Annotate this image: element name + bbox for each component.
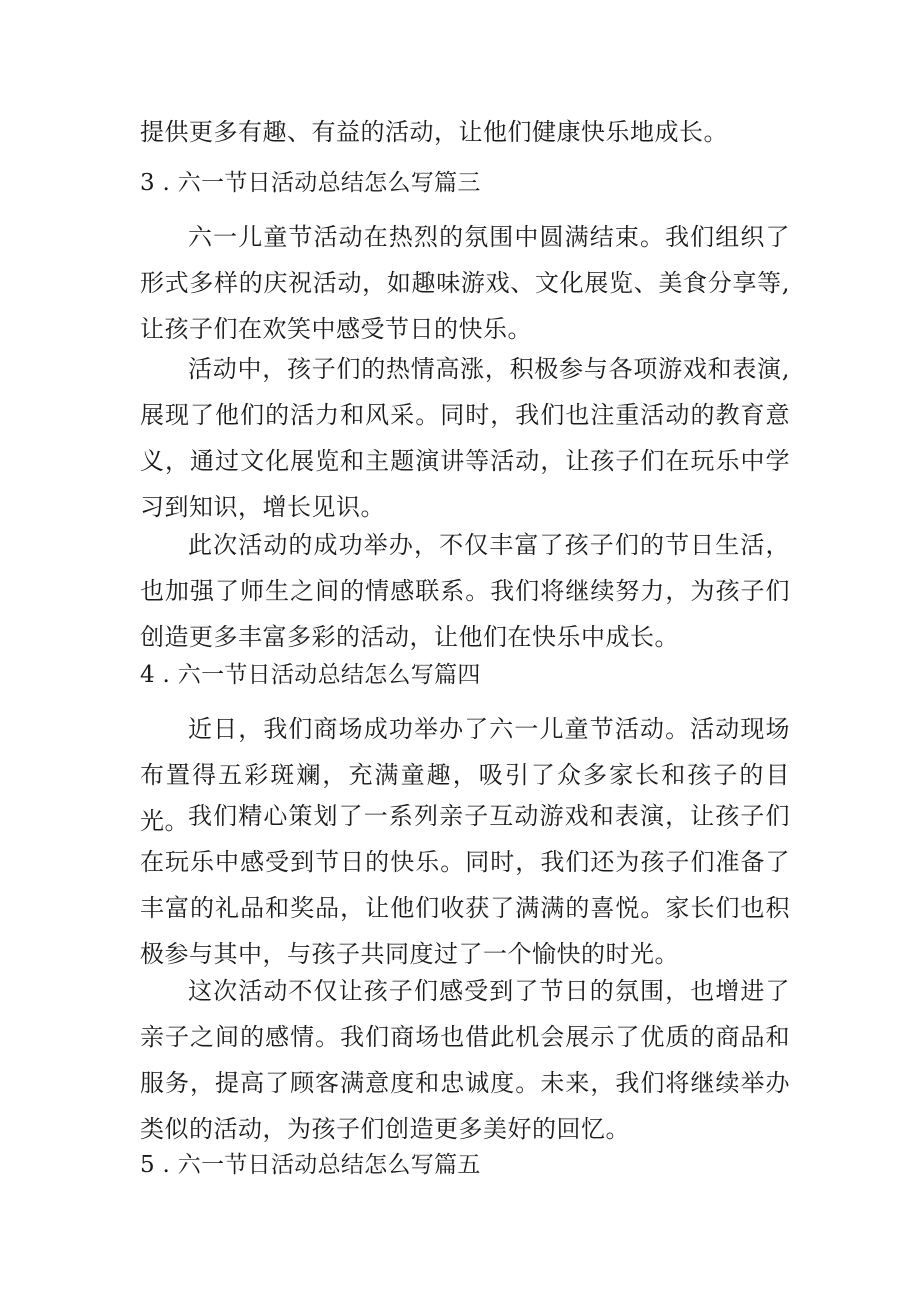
section-heading-3: 3 . 六一节日活动总结怎么写篇三 bbox=[140, 170, 481, 196]
section-4-paragraph-1: 近日，我们商场成功举办了六一儿童节活动。活动现场布置得五彩斑斓，充满童趣，吸引了众多家长和孩子的目光。 bbox=[140, 715, 790, 835]
section-4-paragraph-3: 这次活动不仅让孩子们感受到了节日的氛围，也增进了亲子之间的感情。我们商场也借此机会展示了优质的商品和服务，提高了顾客满意度和忠诚度。未来，我们将继续举办类似的活动，为孩子们创造更多美好的回忆。 bbox=[140, 977, 790, 1143]
section-3-paragraph-3: 此次活动的成功举办，不仅丰富了孩子们的节日生活，也加强了师生之间的情感联系。我们将继续努力，为孩子们创造更多丰富多彩的活动，让他们在快乐中成长。 bbox=[140, 531, 790, 651]
continuation-text: 提供更多有趣、有益的活动，让他们健康快乐地成长。 bbox=[140, 118, 728, 146]
section-3-paragraph-1: 六一儿童节活动在热烈的氛围中圆满结束。我们组织了形式多样的庆祝活动，如趣味游戏、文化展览、美食分享等, 让孩子们在欢笑中感受节日的快乐。 bbox=[140, 223, 790, 343]
section-3-paragraph-2: 活动中，孩子们的热情高涨，积极参与各项游戏和表演, 展现了他们的活力和风采。同时，我们也注重活动的教育意义，通过文化展览和主题演讲等活动，让孩子们在玩乐中学习到知识，增长见识。 bbox=[140, 355, 790, 521]
section-heading-5: 5 . 六一节日活动总结怎么写篇五 bbox=[140, 1152, 481, 1178]
section-heading-4: 4 . 六一节日活动总结怎么写篇四 bbox=[140, 662, 481, 688]
section-4-paragraph-2: 我们精心策划了一系列亲子互动游戏和表演，让孩子们在玩乐中感受到节日的快乐。同时，我们还为孩子们准备了丰富的礼品和奖品，让他们收获了满满的喜悦。家长们也积极参与其中，与孩子共同度过了一个愉快的时光。 bbox=[140, 802, 790, 968]
